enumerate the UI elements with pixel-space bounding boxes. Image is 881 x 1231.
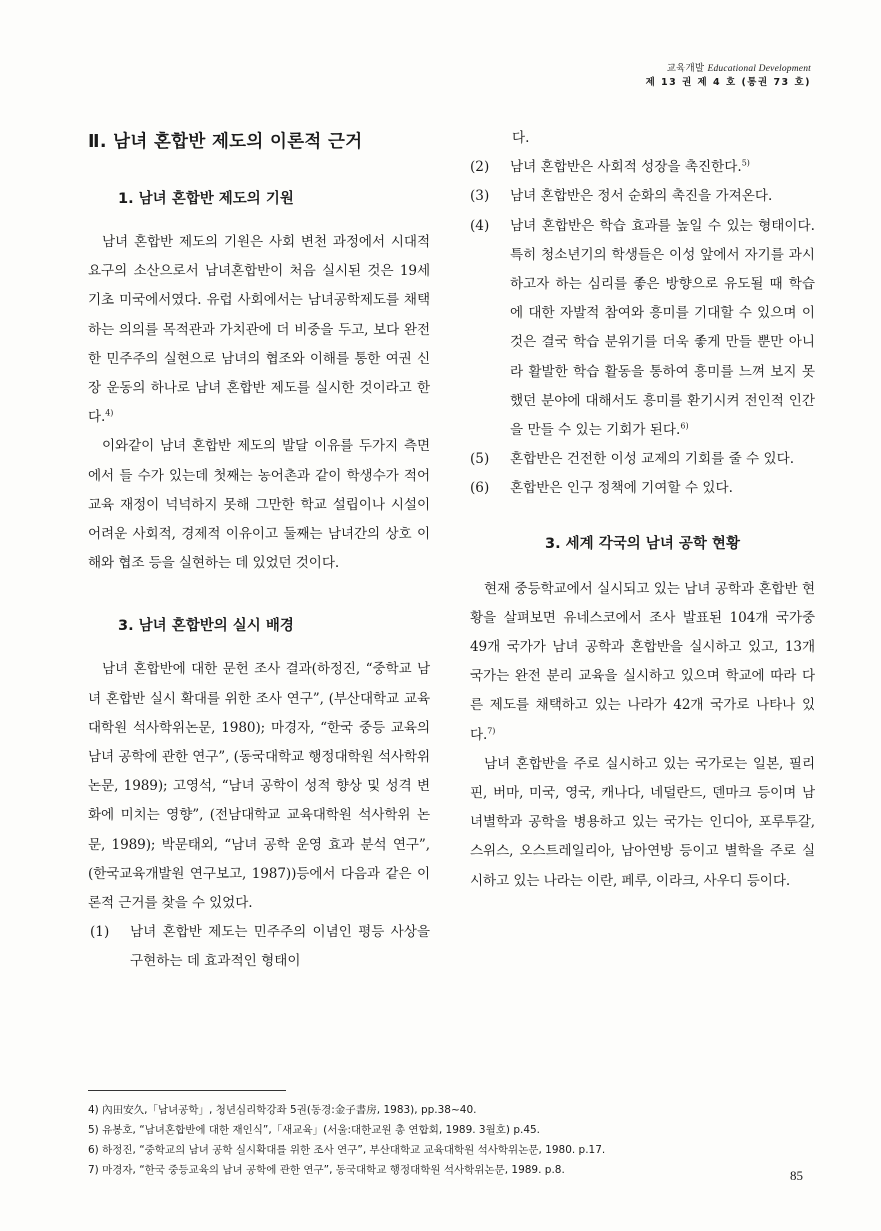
list-item-number: (1)	[90, 924, 110, 941]
list-item	[470, 212, 815, 446]
list-item-number: (3)	[470, 188, 490, 205]
list-item-text	[510, 445, 815, 474]
section-title: Ⅱ. 남녀 혼합반 제도의 이론적 근거	[88, 132, 363, 152]
paragraph-background: 남녀 혼합반에 대한 문헌 조사 결과(하정진, “중학교 남녀 혼합반 실시 확대를 위한 조사 연구”, (부산대학교 교육대학원 석사학위논문, 1980); 마경자, “한국 중등 교육의 남녀 공학에 관한 연구”, (동국대학교 행정대학원 석사학위논문, 1989); 고영석, “남녀 공학이 성적 향상 및 성격 변화에 미치는 영향”, (전남대학교 교육대학원 석사학위 논문, 1989); 박문태외, “남녀 공학 운영 효과 분석 연구”, (한국교육개발원 연구보고, 1987))등에서 다음과 같은 이론적 근거를 찾을 수 있었다.	[88, 661, 430, 912]
list-item-number: (2)	[470, 159, 490, 176]
subsection-title-origin: 1. 남녀 혼합반 제도의 기원	[118, 191, 294, 207]
list-item-text: 남녀 혼합반 제도는 민주주의 이념인 평등 사상을 구현하는 데 효과적인 형태이	[130, 924, 430, 970]
footnote: 4) 內田安久,「남녀공학」, 청년심리학강좌 5권(동경:金子書房, 1983), pp.38~40.	[88, 1104, 477, 1116]
paragraph-world-status-text: 현재 중등학교에서 실시되고 있는 남녀 공학과 혼합반 현황을 살펴보면 유네스코에서 조사 발표된 104개 국가중 49개 국가가 남녀 공학과 혼합반을 실시하고 있고, 13개 국가는 완전 분리 교육을 실시하고 있으며 학교에 따라 다른 제도를 채택하고 있는 나라가 42개 국가로 나타나 있다.	[470, 580, 815, 743]
right-column	[470, 122, 815, 896]
list-item-text	[510, 153, 815, 182]
footnote-ref: 6)	[680, 421, 689, 431]
list-item-continuation: 다.	[512, 130, 530, 146]
subsection-title-background: 3. 남녀 혼합반의 실시 배경	[118, 618, 294, 635]
page-number: 85	[790, 1168, 803, 1183]
footnote: 5) 유봉호, “남녀혼합반에 대한 재인식”,「새교육」(서울:대한교원 총 연합회, 1989. 3월호) p.45.	[88, 1124, 541, 1136]
list-item	[470, 445, 815, 474]
running-header	[646, 62, 811, 90]
journal-title-en: Educational Development	[707, 64, 811, 74]
list-item-number: (4)	[470, 217, 490, 234]
list-item	[470, 182, 815, 211]
journal-title	[646, 62, 811, 76]
list-item-text	[510, 474, 815, 503]
list-item-text	[510, 212, 815, 446]
journal-title-ko: 교육개발	[666, 63, 705, 74]
grounds-list	[88, 918, 430, 976]
footnote-ref: 5)	[741, 158, 750, 168]
paragraph-reasons: 이와같이 남녀 혼합반 제도의 발달 이유를 두가지 측면에서 들 수가 있는데 첫째는 농어촌과 같이 학생수가 적어 교육 재정이 넉넉하지 못해 그만한 학교 설립이나 시설이 어려운 사회적, 경제적 이유이고 둘째는 남녀간의 상호 이해와 협조 등을 실현하는 데 있었던 것이다.	[88, 438, 430, 572]
list-item	[470, 474, 815, 503]
paragraph-countries: 남녀 혼합반을 주로 실시하고 있는 국가로는 일본, 필리핀, 버마, 미국, 영국, 캐나다, 네덜란드, 덴마크 등이며 남녀별학과 공학을 병용하고 있는 국가는 인디아, 포루투갈, 스위스, 오스트레일리아, 남아연방 등이고 별학을 주로 실시하고 있는 나라는 이란, 페루, 이라크, 사우디 등이다.	[470, 755, 815, 889]
list-item-body: 혼합반은 건전한 이성 교제의 기회를 줄 수 있다.	[510, 451, 795, 468]
paragraph-origin	[88, 228, 430, 432]
list-item-body: 남녀 혼합반은 사회적 성장을 촉진한다.	[510, 159, 742, 176]
footnote-ref: 4)	[105, 408, 114, 418]
grounds-list-continued	[470, 153, 815, 503]
list-item-number: (5)	[470, 451, 490, 468]
list-item-body: 남녀 혼합반은 학습 효과를 높일 수 있는 형태이다. 특히 청소년기의 학생들은 이성 앞에서 자기를 과시하고자 하는 심리를 좋은 방향으로 유도될 때 학습에 대한 자발적 참여와 흥미를 기대할 수 있으며 이것은 결국 학습 분위기를 더욱 좋게 만들 뿐만 아니라 활발한 학습 활동을 통하여 흥미를 느껴 보지 못했던 분야에 대해서도 흥미를 환기시켜 전인적 인간을 만들 수 있는 기회가 된다.	[510, 217, 815, 439]
list-item	[88, 918, 430, 976]
paragraph-world-status	[470, 575, 815, 750]
list-item-body: 혼합반은 인구 정책에 기여할 수 있다.	[510, 480, 733, 497]
list-item	[470, 153, 815, 182]
paragraph-origin-text: 남녀 혼합반 제도의 기원은 사회 변천 과정에서 시대적 요구의 소산으로서 남녀혼합반이 처음 실시된 것은 19세기초 미국에서였다. 유럽 사회에서는 남녀공학제도를 채택하는 의의를 목적관과 가치관에 더 비중을 두고, 보다 완전한 민주주의 실현으로 남녀의 협조와 이해를 통한 여권 신장 운동의 하나로 남녀 혼합반 제도를 실시한 것이라고 한다.	[88, 234, 430, 426]
footnote-divider	[88, 1090, 286, 1091]
list-item-body: 남녀 혼합반은 정서 순화의 촉진을 가져온다.	[510, 188, 773, 205]
footnote: 7) 마경자, “한국 중등교육의 남녀 공학에 관한 연구”, 동국대학교 행정대학원 석사학위논문, 1989. p.8.	[88, 1164, 565, 1176]
volume-issue: 제 13 권 제 4 호 (통권 73 호)	[645, 77, 811, 88]
list-item-number: (6)	[470, 480, 490, 497]
footnote-ref: 7)	[487, 726, 496, 736]
footnote: 6) 하정진, “중학교의 남녀 공학 실시확대를 위한 조사 연구”, 부산대학교 교육대학원 석사학위논문, 1980. p.17.	[88, 1144, 606, 1156]
list-item-text	[510, 182, 815, 211]
left-column	[88, 122, 430, 977]
footnotes	[88, 1100, 818, 1180]
subsection-title-world: 3. 세계 각국의 남녀 공학 현황	[545, 535, 740, 552]
